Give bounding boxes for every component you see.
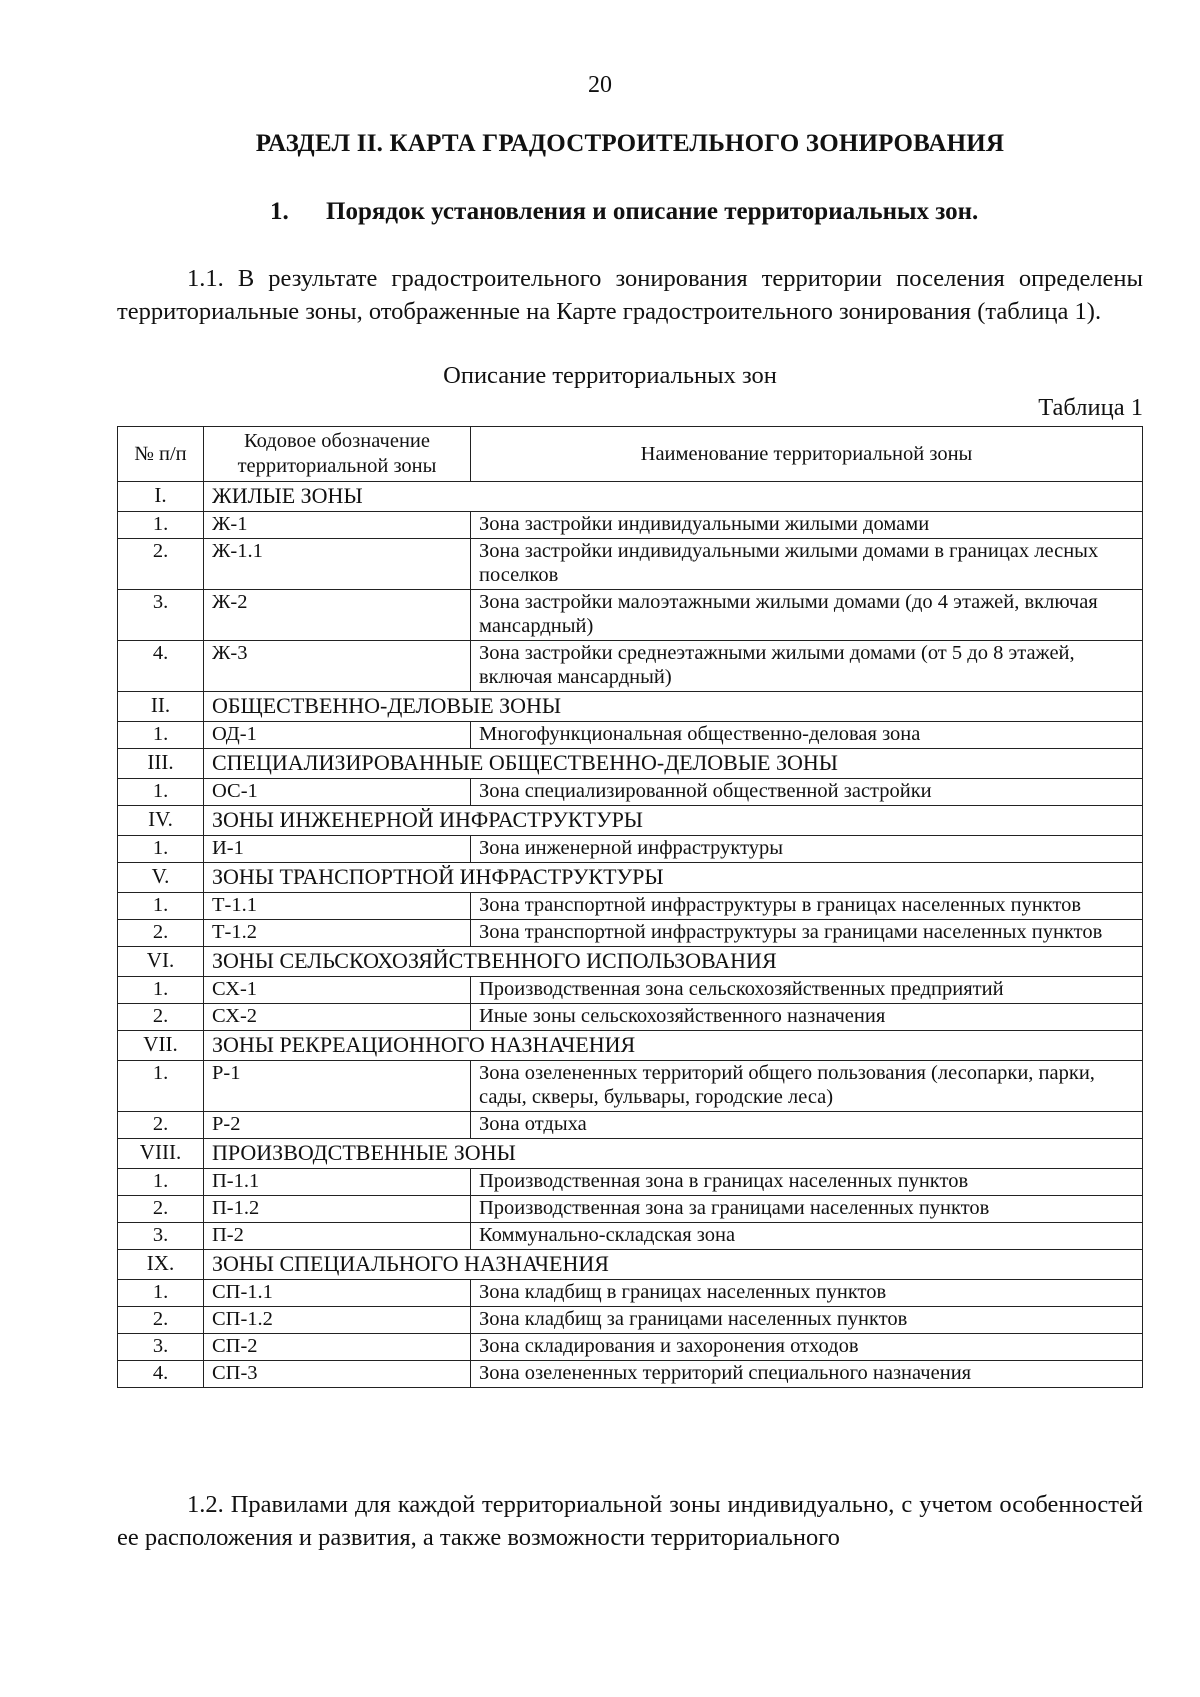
table-row [118,893,1143,920]
zone-code: Т-1.1 [204,893,471,920]
zone-name: Зона специализированной общественной застройки [471,779,1143,806]
section-name: ЗОНЫ РЕКРЕАЦИОННОГО НАЗНАЧЕНИЯ [204,1031,1143,1061]
heading-text: Порядок установления и описание территориальных зон. [326,198,979,225]
zone-number: 2. [118,539,204,590]
zone-name: Иные зоны сельскохозяйственного назначения [471,1004,1143,1031]
section-row [118,806,1143,836]
zone-number: 2. [118,920,204,947]
zone-code: СП-3 [204,1361,471,1388]
header-number: № п/п [118,427,204,482]
zone-number: 1. [118,893,204,920]
zone-code: Т-1.2 [204,920,471,947]
table-row [118,1112,1143,1139]
table-row [118,977,1143,1004]
section-name: ЗОНЫ ТРАНСПОРТНОЙ ИНФРАСТРУКТУРЫ [204,863,1143,893]
table-caption: Описание территориальных зон [443,362,777,389]
zone-name: Зона застройки индивидуальными жилыми домами [471,512,1143,539]
zone-number: 1. [118,836,204,863]
zone-name: Зона застройки индивидуальными жилыми домами в границах лесных поселков [471,539,1143,590]
zone-code: Ж-1.1 [204,539,471,590]
zones-table-body [118,482,1143,1388]
zone-number: 4. [118,641,204,692]
zone-name: Зона озелененных территорий специального назначения [471,1361,1143,1388]
zone-code: П-2 [204,1223,471,1250]
section-number: V. [118,863,204,893]
zone-code: СП-1.1 [204,1280,471,1307]
zone-number: 1. [118,1280,204,1307]
section-title: РАЗДЕЛ II. КАРТА ГРАДОСТРОИТЕЛЬНОГО ЗОНИРОВАНИЯ [255,130,1005,157]
zone-name: Производственная зона сельскохозяйственных предприятий [471,977,1143,1004]
table-row [118,1334,1143,1361]
zone-name: Коммунально-складская зона [471,1223,1143,1250]
table-row [118,512,1143,539]
section-row [118,749,1143,779]
zone-number: 1. [118,512,204,539]
zone-number: 1. [118,779,204,806]
zone-name: Зона транспортной инфраструктуры за границами населенных пунктов [471,920,1143,947]
section-row [118,1250,1143,1280]
page-number: 20 [588,72,612,98]
zone-number: 3. [118,1334,204,1361]
section-name: ОБЩЕСТВЕННО-ДЕЛОВЫЕ ЗОНЫ [204,692,1143,722]
zone-name: Зона кладбищ за границами населенных пунктов [471,1307,1143,1334]
section-name: ЗОНЫ СПЕЦИАЛЬНОГО НАЗНАЧЕНИЯ [204,1250,1143,1280]
zone-name: Зона застройки среднеэтажными жилыми домами (от 5 до 8 этажей, включая мансардный) [471,641,1143,692]
zone-number: 3. [118,1223,204,1250]
zone-number: 1. [118,1061,204,1112]
table-row [118,722,1143,749]
zone-code: Р-1 [204,1061,471,1112]
section-number: VI. [118,947,204,977]
table-row [118,779,1143,806]
section-number: III. [118,749,204,779]
table-row [118,641,1143,692]
zone-name: Зона отдыха [471,1112,1143,1139]
zone-number: 2. [118,1196,204,1223]
header-name: Наименование территориальной зоны [471,427,1143,482]
zone-code: СХ-2 [204,1004,471,1031]
zone-number: 1. [118,977,204,1004]
zone-name: Многофункциональная общественно-деловая зона [471,722,1143,749]
section-row [118,692,1143,722]
zone-code: П-1.2 [204,1196,471,1223]
zone-name: Производственная зона за границами населенных пунктов [471,1196,1143,1223]
table-row [118,1061,1143,1112]
table-row [118,920,1143,947]
zone-name: Зона кладбищ в границах населенных пунктов [471,1280,1143,1307]
section-name: ЗОНЫ СЕЛЬСКОХОЗЯЙСТВЕННОГО ИСПОЛЬЗОВАНИЯ [204,947,1143,977]
heading-number: 1. [270,198,289,225]
table-row [118,1361,1143,1388]
section-name: ЖИЛЫЕ ЗОНЫ [204,482,1143,512]
zone-code: Ж-1 [204,512,471,539]
section-row [118,947,1143,977]
zone-code: ОД-1 [204,722,471,749]
table-header-row [118,427,1143,482]
table-row [118,1169,1143,1196]
zone-name: Зона складирования и захоронения отходов [471,1334,1143,1361]
zone-code: Ж-3 [204,641,471,692]
section-number: IV. [118,806,204,836]
section-number: IX. [118,1250,204,1280]
zone-code: СХ-1 [204,977,471,1004]
section-heading [270,198,978,226]
table-label: Таблица 1 [1038,394,1143,421]
header-code: Кодовое обозначение территориальной зоны [204,427,471,482]
zone-number: 1. [118,722,204,749]
table-row [118,1004,1143,1031]
section-row [118,863,1143,893]
zone-name: Зона застройки малоэтажными жилыми домами (до 4 этажей, включая мансардный) [471,590,1143,641]
table-row [118,836,1143,863]
section-number: VIII. [118,1139,204,1169]
zone-number: 2. [118,1004,204,1031]
zone-name: Зона инженерной инфраструктуры [471,836,1143,863]
zones-table [117,426,1143,1388]
zone-number: 2. [118,1307,204,1334]
table-row [118,1223,1143,1250]
zone-code: СП-2 [204,1334,471,1361]
section-name: ЗОНЫ ИНЖЕНЕРНОЙ ИНФРАСТРУКТУРЫ [204,806,1143,836]
section-row [118,1031,1143,1061]
section-row [118,482,1143,512]
section-name: ПРОИЗВОДСТВЕННЫЕ ЗОНЫ [204,1139,1143,1169]
table-row [118,539,1143,590]
section-row [118,1139,1143,1169]
table-row [118,1307,1143,1334]
table-row [118,1280,1143,1307]
section-name: СПЕЦИАЛИЗИРОВАННЫЕ ОБЩЕСТВЕННО-ДЕЛОВЫЕ ЗОНЫ [204,749,1143,779]
paragraph-2: 1.2. Правилами для каждой территориальной зоны индивидуально, с учетом особенностей ее расположения и развития, а также возможности территориального [117,1491,1143,1551]
zone-name: Зона транспортной инфраструктуры в границах населенных пунктов [471,893,1143,920]
section-number: VII. [118,1031,204,1061]
zone-code: И-1 [204,836,471,863]
section-number: I. [118,482,204,512]
zone-code: П-1.1 [204,1169,471,1196]
zone-code: Ж-2 [204,590,471,641]
zone-number: 4. [118,1361,204,1388]
table-row [118,1196,1143,1223]
paragraph-1: 1.1. В результате градостроительного зонирования территории поселения определены территориальные зоны, отображенные на Карте градостроительного зонирования (таблица 1). [117,265,1143,325]
zone-code: ОС-1 [204,779,471,806]
zone-name: Производственная зона в границах населенных пунктов [471,1169,1143,1196]
zone-code: СП-1.2 [204,1307,471,1334]
zone-number: 2. [118,1112,204,1139]
zone-code: Р-2 [204,1112,471,1139]
table-row [118,590,1143,641]
zone-name: Зона озелененных территорий общего пользования (лесопарки, парки, сады, скверы, бульвары, городские леса) [471,1061,1143,1112]
section-number: II. [118,692,204,722]
zone-number: 1. [118,1169,204,1196]
zone-number: 3. [118,590,204,641]
